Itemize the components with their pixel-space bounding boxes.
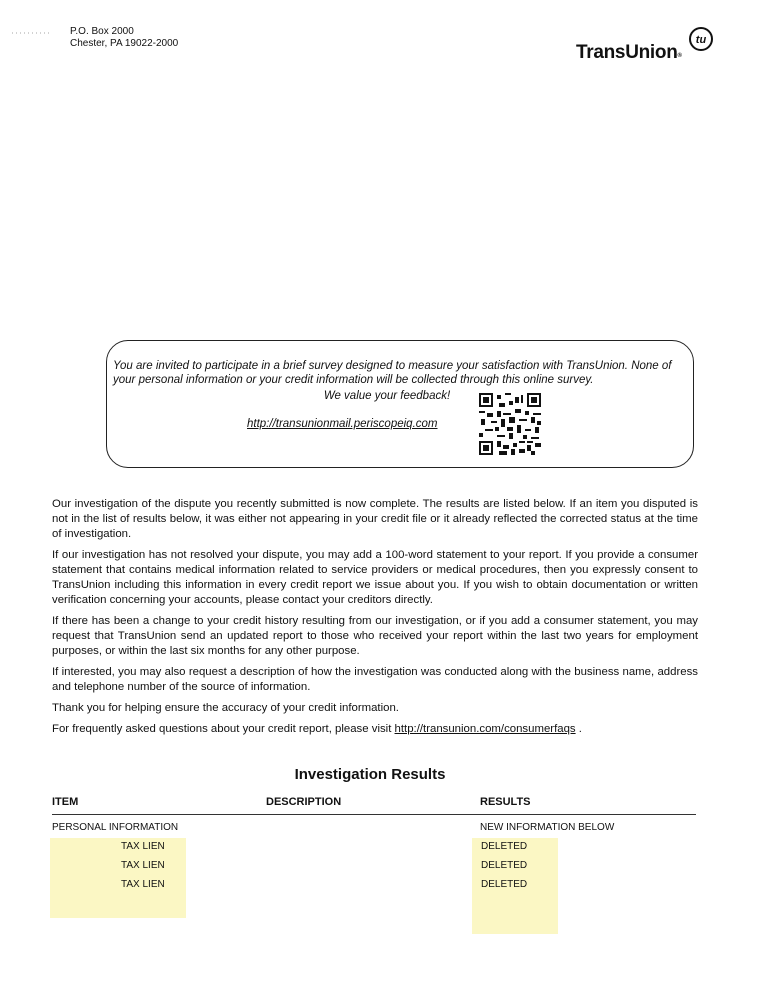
survey-feedback: We value your feedback!	[323, 390, 451, 402]
table-row-result: DELETED	[481, 879, 528, 890]
header-divider	[52, 814, 696, 815]
scan-mark	[12, 30, 56, 36]
transunion-logo	[576, 26, 716, 68]
section-item: PERSONAL INFORMATION	[52, 822, 179, 833]
svg-text:tu: tu	[695, 34, 707, 46]
sender-address	[70, 26, 178, 50]
address-line-1: P.O. Box 2000	[70, 26, 134, 37]
table-row-item: TAX LIEN	[121, 841, 165, 852]
survey-text: You are invited to participate in a brief survey designed to measure your satisfaction with TransUnion. None of your personal information or your credit information will be collected through this online survey.	[113, 360, 672, 386]
column-header-item: ITEM	[52, 796, 79, 808]
paragraph-updated-report: If there has been a change to your credit history resulting from our investigation, or if you add a consumer statement, you may request that TransUnion send an updated report to those who received your report within the last two years for employment purposes, or within the last six months for any other purpose.	[52, 615, 698, 657]
paragraph-faq: For frequently asked questions about your credit report, please visit http://transunion.com/consumerfaqs .	[52, 723, 582, 735]
paragraph-consumer-statement: If our investigation has not resolved your dispute, you may add a 100-word statement to your report. If you provide a consumer statement that contains medical information related to service providers or medical procedures, then you expressly consent to TransUnion including this information in every credit report we issue about you. If you wish to obtain documentation or written verification concerning your accounts, please contact your creditors directly.	[52, 549, 698, 606]
survey-box	[106, 340, 694, 468]
logo-wordmark: TransUnion®	[576, 42, 682, 63]
address-line-2: Chester, PA 19022-2000	[70, 38, 179, 49]
column-header-description: DESCRIPTION	[266, 796, 342, 808]
highlight-marker-items	[50, 838, 186, 918]
section-result: NEW INFORMATION BELOW	[480, 822, 615, 833]
table-row-result: DELETED	[481, 841, 528, 852]
paragraph-investigation-complete: Our investigation of the dispute you recently submitted is now complete. The results are listed below. If an item you disputed is not in the list of results below, it was either not appearing in your credit file or it already reflected the corrected status at the time of investigation.	[52, 498, 698, 540]
paragraph-description-request: If interested, you may also request a description of how the investigation was conducted along with the business name, address and telephone number of the source of information.	[52, 666, 698, 693]
column-header-results: RESULTS	[480, 796, 531, 808]
table-row-item: TAX LIEN	[121, 860, 165, 871]
letter-body	[52, 497, 698, 743]
qr-code-icon[interactable]	[479, 393, 541, 455]
table-row-item: TAX LIEN	[121, 879, 165, 890]
faq-link[interactable]: http://transunion.com/consumerfaqs	[394, 723, 576, 735]
results-title: Investigation Results	[294, 766, 446, 783]
paragraph-thank-you: Thank you for helping ensure the accuracy of your credit information.	[52, 702, 399, 714]
transunion-logo-icon	[688, 26, 714, 52]
survey-link[interactable]: http://transunionmail.periscopeiq.com	[247, 418, 438, 430]
table-row-result: DELETED	[481, 860, 528, 871]
